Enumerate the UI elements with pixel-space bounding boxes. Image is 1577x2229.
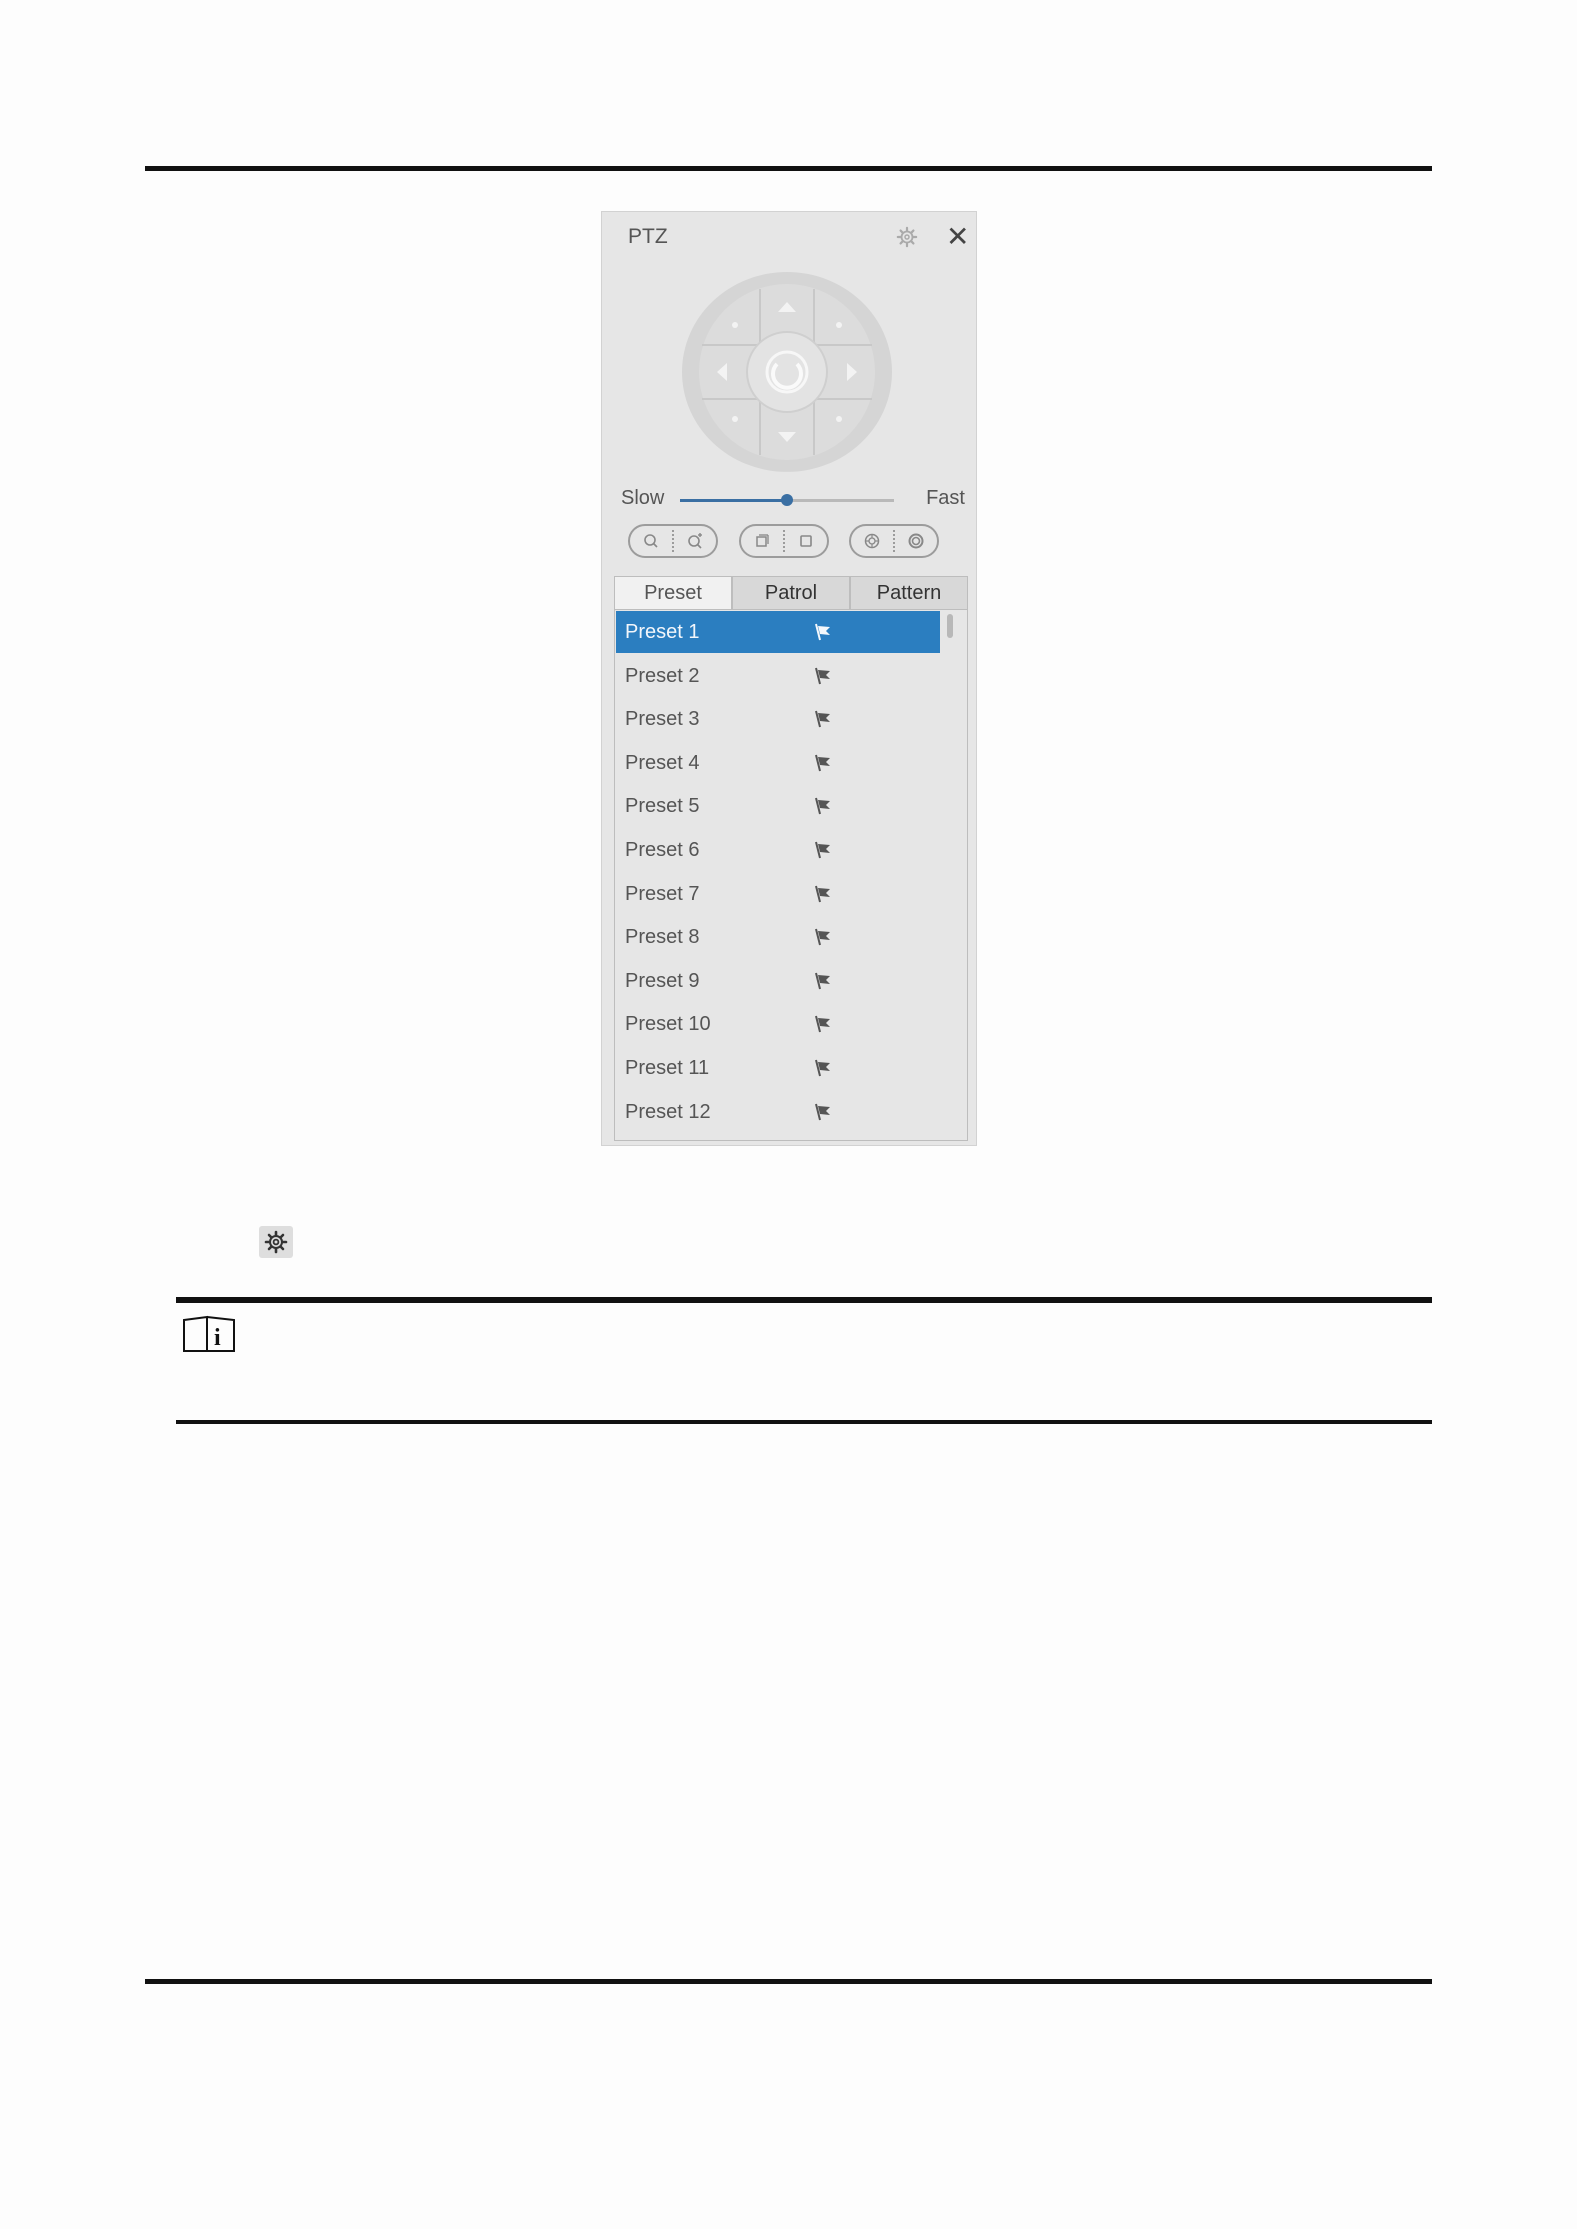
preset-row[interactable] xyxy=(616,916,940,958)
gear-icon[interactable] xyxy=(896,226,918,248)
zoom-out-icon xyxy=(641,531,661,551)
speed-slider[interactable] xyxy=(680,499,894,502)
flag-icon[interactable] xyxy=(813,1102,833,1122)
focus-near-button[interactable] xyxy=(741,526,783,556)
preset-label: Preset 5 xyxy=(625,795,700,818)
preset-label: Preset 12 xyxy=(625,1100,711,1123)
note-rule-bottom xyxy=(176,1420,1432,1424)
preset-label: Preset 7 xyxy=(625,882,700,905)
iris-open-button[interactable] xyxy=(895,526,937,556)
close-icon[interactable]: ✕ xyxy=(946,221,970,252)
preset-label: Preset 8 xyxy=(625,926,700,949)
preset-row[interactable] xyxy=(616,785,940,827)
focus-far-button[interactable] xyxy=(785,526,827,556)
flag-icon[interactable] xyxy=(813,1058,833,1078)
preset-row[interactable] xyxy=(616,873,940,915)
preset-row[interactable] xyxy=(616,1003,940,1045)
focus-control xyxy=(739,524,829,558)
flag-icon[interactable] xyxy=(813,622,833,642)
speed-slider-fill xyxy=(680,499,787,502)
preset-label: Preset 6 xyxy=(625,839,700,861)
iris-open-icon xyxy=(906,531,926,551)
preset-label: Preset 2 xyxy=(625,664,700,687)
iris-close-icon xyxy=(862,531,882,551)
flag-icon[interactable] xyxy=(813,796,833,816)
zoom-control xyxy=(628,524,718,558)
iris-close-button[interactable] xyxy=(851,526,893,556)
focus-near-icon xyxy=(752,531,772,551)
preset-list[interactable] xyxy=(614,609,968,1141)
flag-icon[interactable] xyxy=(813,840,833,860)
preset-row[interactable] xyxy=(616,829,940,871)
preset-label: Preset 4 xyxy=(625,751,700,774)
flag-icon[interactable] xyxy=(813,1014,833,1034)
preset-label: Preset 9 xyxy=(625,969,700,992)
speed-slow-label: Slow xyxy=(621,487,665,509)
flag-icon[interactable] xyxy=(813,709,833,729)
preset-row[interactable] xyxy=(616,611,940,653)
zoom-in-icon xyxy=(685,531,705,551)
preset-label: Preset 11 xyxy=(625,1057,710,1079)
note-icon xyxy=(181,1314,237,1354)
flag-icon[interactable] xyxy=(813,971,833,991)
zoom-out-button[interactable] xyxy=(630,526,672,556)
preset-row[interactable] xyxy=(616,698,940,740)
zoom-in-button[interactable] xyxy=(674,526,716,556)
focus-far-icon xyxy=(796,531,816,551)
speed-slider-handle[interactable] xyxy=(781,494,793,506)
preset-row[interactable] xyxy=(616,1091,940,1133)
preset-list-scrollbar[interactable] xyxy=(947,614,953,638)
preset-row[interactable] xyxy=(616,960,940,1002)
tab-preset[interactable]: Preset xyxy=(614,576,732,610)
preset-row[interactable] xyxy=(616,655,940,697)
flag-icon[interactable] xyxy=(813,884,833,904)
preset-label: Preset 10 xyxy=(625,1013,711,1036)
svg-text:i: i xyxy=(214,1325,221,1351)
note-rule-top xyxy=(176,1297,1432,1303)
flag-icon[interactable] xyxy=(813,927,833,947)
preset-row[interactable] xyxy=(616,742,940,784)
preset-label: Preset 1 xyxy=(625,621,700,643)
preset-row[interactable] xyxy=(616,1047,940,1089)
footer-rule xyxy=(145,1979,1432,1984)
ptz-joystick[interactable] xyxy=(682,272,892,472)
flag-icon[interactable] xyxy=(813,753,833,773)
flag-icon[interactable] xyxy=(813,666,833,686)
tab-pattern[interactable]: Pattern xyxy=(850,576,968,610)
tab-patrol[interactable]: Patrol xyxy=(732,576,850,610)
iris-control xyxy=(849,524,939,558)
speed-control xyxy=(621,485,965,515)
ptz-panel xyxy=(601,211,977,1146)
preset-label: Preset 3 xyxy=(625,708,700,731)
ptz-tabs xyxy=(614,576,968,610)
gear-icon xyxy=(259,1226,293,1258)
speed-fast-label: Fast xyxy=(926,487,965,509)
ptz-title: PTZ xyxy=(628,225,668,248)
header-rule xyxy=(145,166,1432,171)
